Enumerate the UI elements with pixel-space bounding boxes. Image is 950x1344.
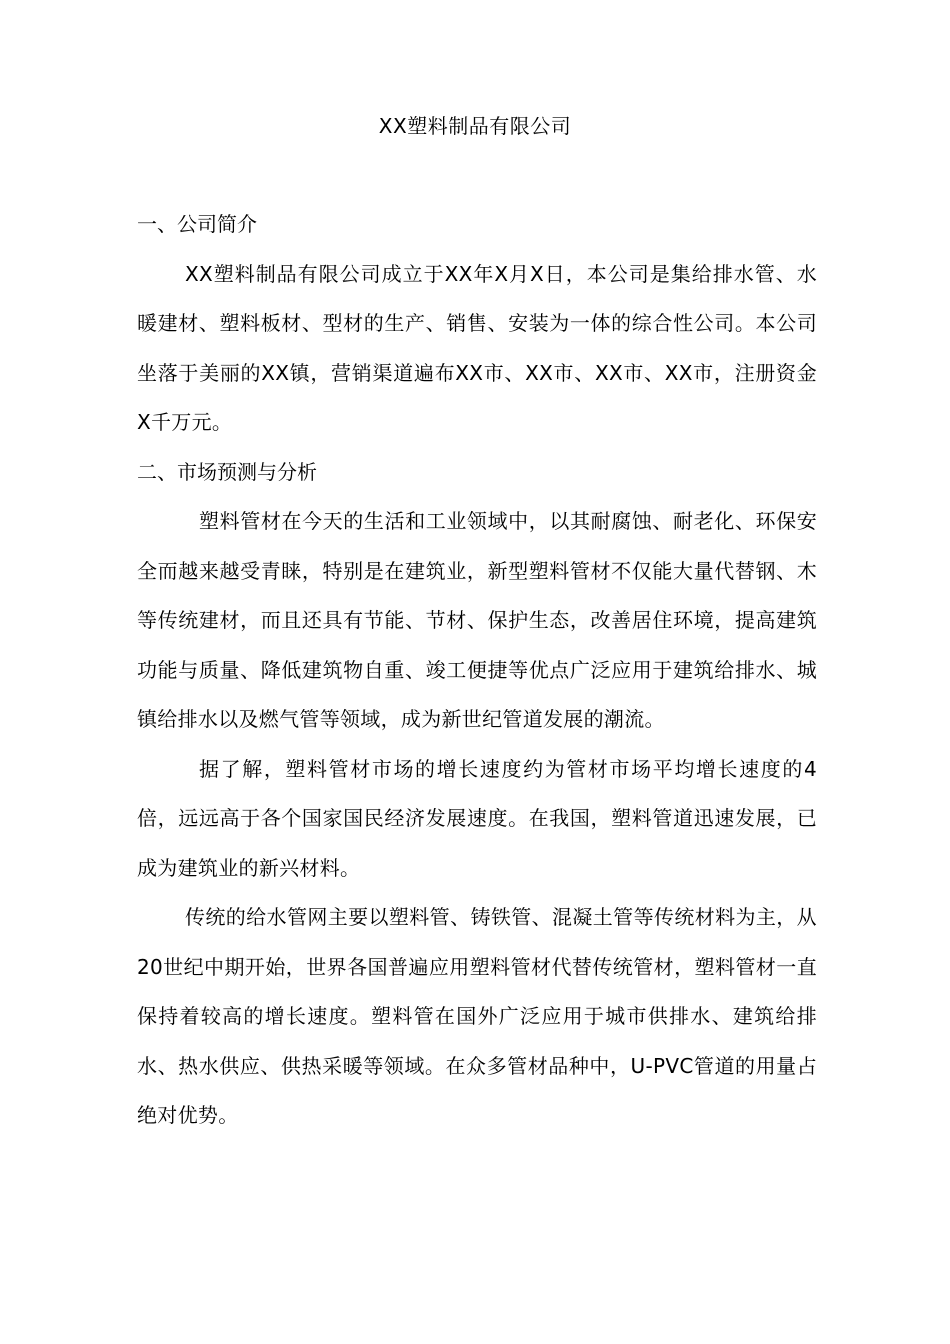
paragraph-market-2: 据了解，塑料管材市场的增长速度约为管材市场平均增长速度的4倍，远远高于各个国家国民经济发展速度。在我国，塑料管道迅速发展，已成为建筑业的新兴材料。: [137, 756, 817, 880]
section-heading-company-profile: 一、公司简介: [137, 212, 257, 236]
paragraph-market-3: 传统的给水管网主要以塑料管、铸铁管、混凝土管等传统材料为主，从20世纪中期开始，世界各国普遍应用塑料管材代替传统管材，塑料管材一直保持着较高的增长速度。塑料管在国外广泛应用于城市供排水、建筑给排水、热水供应、供热采暖等领域。在众多管材品种中，U-PVC管道的用量占绝对优势。: [137, 905, 817, 1127]
document-body: [137, 200, 817, 1141]
paragraph-company-profile: XX塑料制品有限公司成立于XX年X月X日，本公司是集给排水管、水暖建材、塑料板材、型材的生产、销售、安装为一体的综合性公司。本公司坐落于美丽的XX镇，营销渠道遍布XX市、XX市、XX市、XX市，注册资金X千万元。: [137, 261, 817, 434]
section-heading-market-analysis: 二、市场预测与分析: [137, 459, 317, 484]
document-title: XX塑料制品有限公司: [378, 114, 572, 138]
paragraph-market-1: 塑料管材在今天的生活和工业领域中，以其耐腐蚀、耐老化、环保安全而越来越受青睐，特别是在建筑业，新型塑料管材不仅能大量代替钢、木等传统建材，而且还具有节能、节材、保护生态，改善居住环境，提高建筑功能与质量、降低建筑物自重、竣工便捷等优点广泛应用于建筑给排水、城镇给排水以及燃气管等领域，成为新世纪管道发展的潮流。: [137, 509, 817, 731]
